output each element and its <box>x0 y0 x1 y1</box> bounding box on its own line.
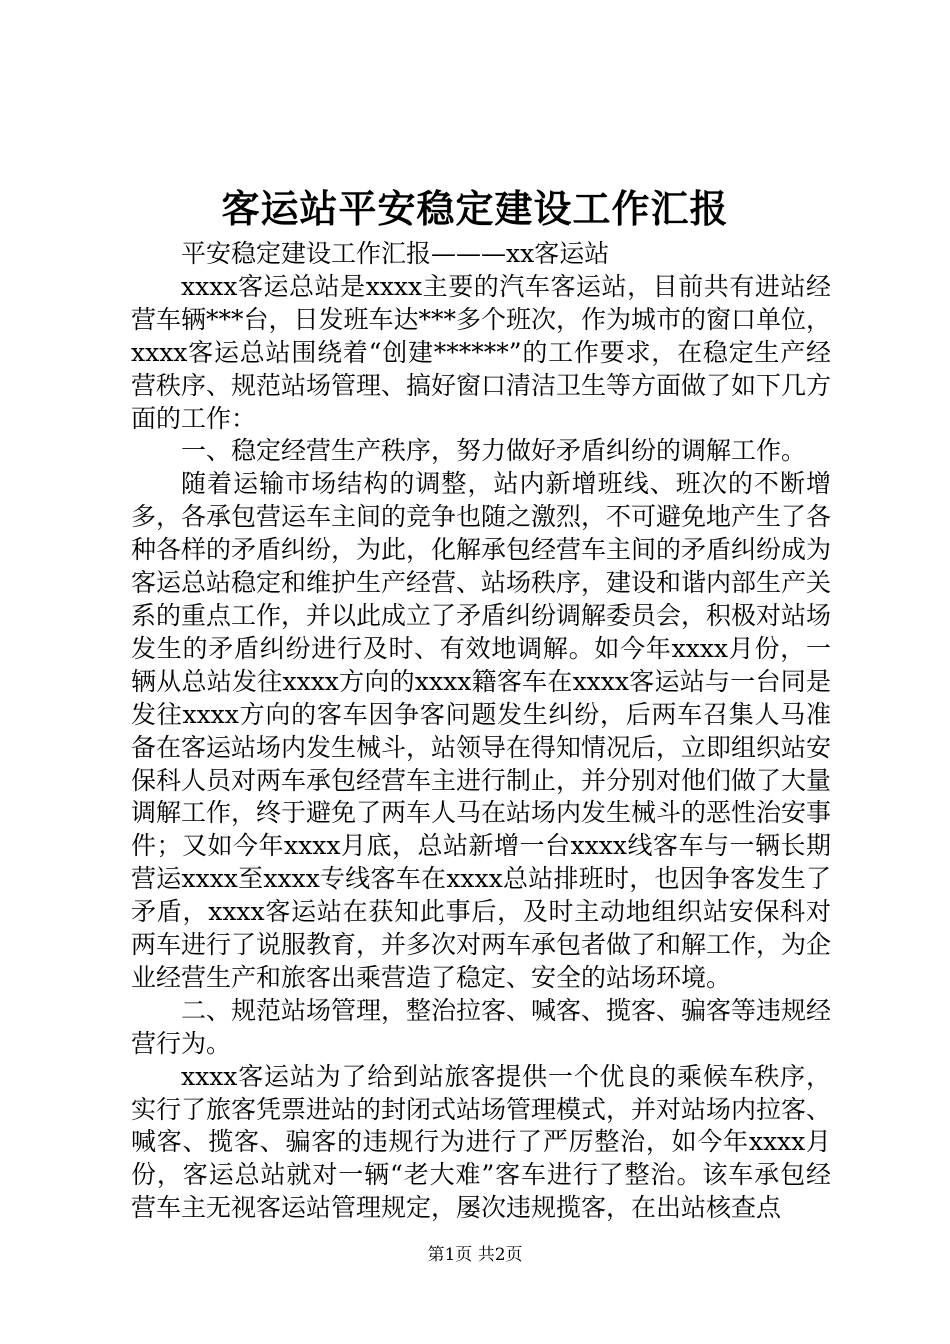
document-title: 客运站平安稳定建设工作汇报 <box>221 186 729 231</box>
page-number-footer: 第1页 共2页 <box>427 1245 523 1265</box>
paragraph-section-2-body: xxxx客运站为了给到站旅客提供一个优良的乘候车秩序，实行了旅客凭票进站的封闭式站场管理模式，并对站场内拉客、喊客、揽客、骗客的违规行为进行了严厉整治，如今年xxxx月份，客运总站就对一辆“老大难”客车进行了整治。该车承包经营车主无视客运站管理规定，屡次违规揽客，在出站核查点 <box>131 1061 832 1223</box>
paragraph-subtitle: 平安稳定建设工作汇报———xx客运站 <box>181 239 610 268</box>
paragraph-section-1-body: 随着运输市场结构的调整，站内新增班线、班次的不断增多，各承包营运车主间的竞争也随之激烈，不可避免地产生了各种各样的矛盾纠纷，为此，化解承包经营车主间的矛盾纠纷成为客运总站稳定和维护生产经营、站场秩序，建设和谐内部生产关系的重点工作，并以此成立了矛盾纠纷调解委员会，积极对站场发生的矛盾纠纷进行及时、有效地调解。如今年xxxx月份，一辆从总站发往xxxx方向的xxxx籍客车在xxxx客运站与一台同是发往xxxx方向的客车因争客问题发生纠纷，后两车召集人马准备在客运站场内发生械斗，站领导在得知情况后，立即组织站安保科人员对两车承包经营车主进行制止，并分别对他们做了大量调解工作，终于避免了两车人马在站场内发生械斗的恶性治安事件；又如今年xxxx月底，总站新增一台xxxx线客车与一辆长期营运xxxx至xxxx专线客车在xxxx总站排班时，也因争客发生了矛盾，xxxx客运站在获知此事后，及时主动地组织站安保科对两车进行了说服教育，并多次对两车承包者做了和解工作，为企业经营生产和旅客出乘营造了稳定、安全的站场环境。 <box>131 469 832 992</box>
paragraph-section-1-heading: 一、稳定经营生产秩序，努力做好矛盾纠纷的调解工作。 <box>181 436 807 466</box>
document-body <box>131 238 831 1225</box>
paragraph-intro: xxxx客运总站是xxxx主要的汽车客运站，目前共有进站经营车辆***台，日发班车达***多个班次，作为城市的窗口单位，xxxx客运总站围绕着“创建******”的工作要求，在稳定生产经营秩序、规范站场管理、搞好窗口清洁卫生等方面做了如下几方面的工作： <box>131 271 832 433</box>
paragraph-section-2-heading: 二、规范站场管理，整治拉客、喊客、揽客、骗客等违规经营行为。 <box>131 995 832 1058</box>
